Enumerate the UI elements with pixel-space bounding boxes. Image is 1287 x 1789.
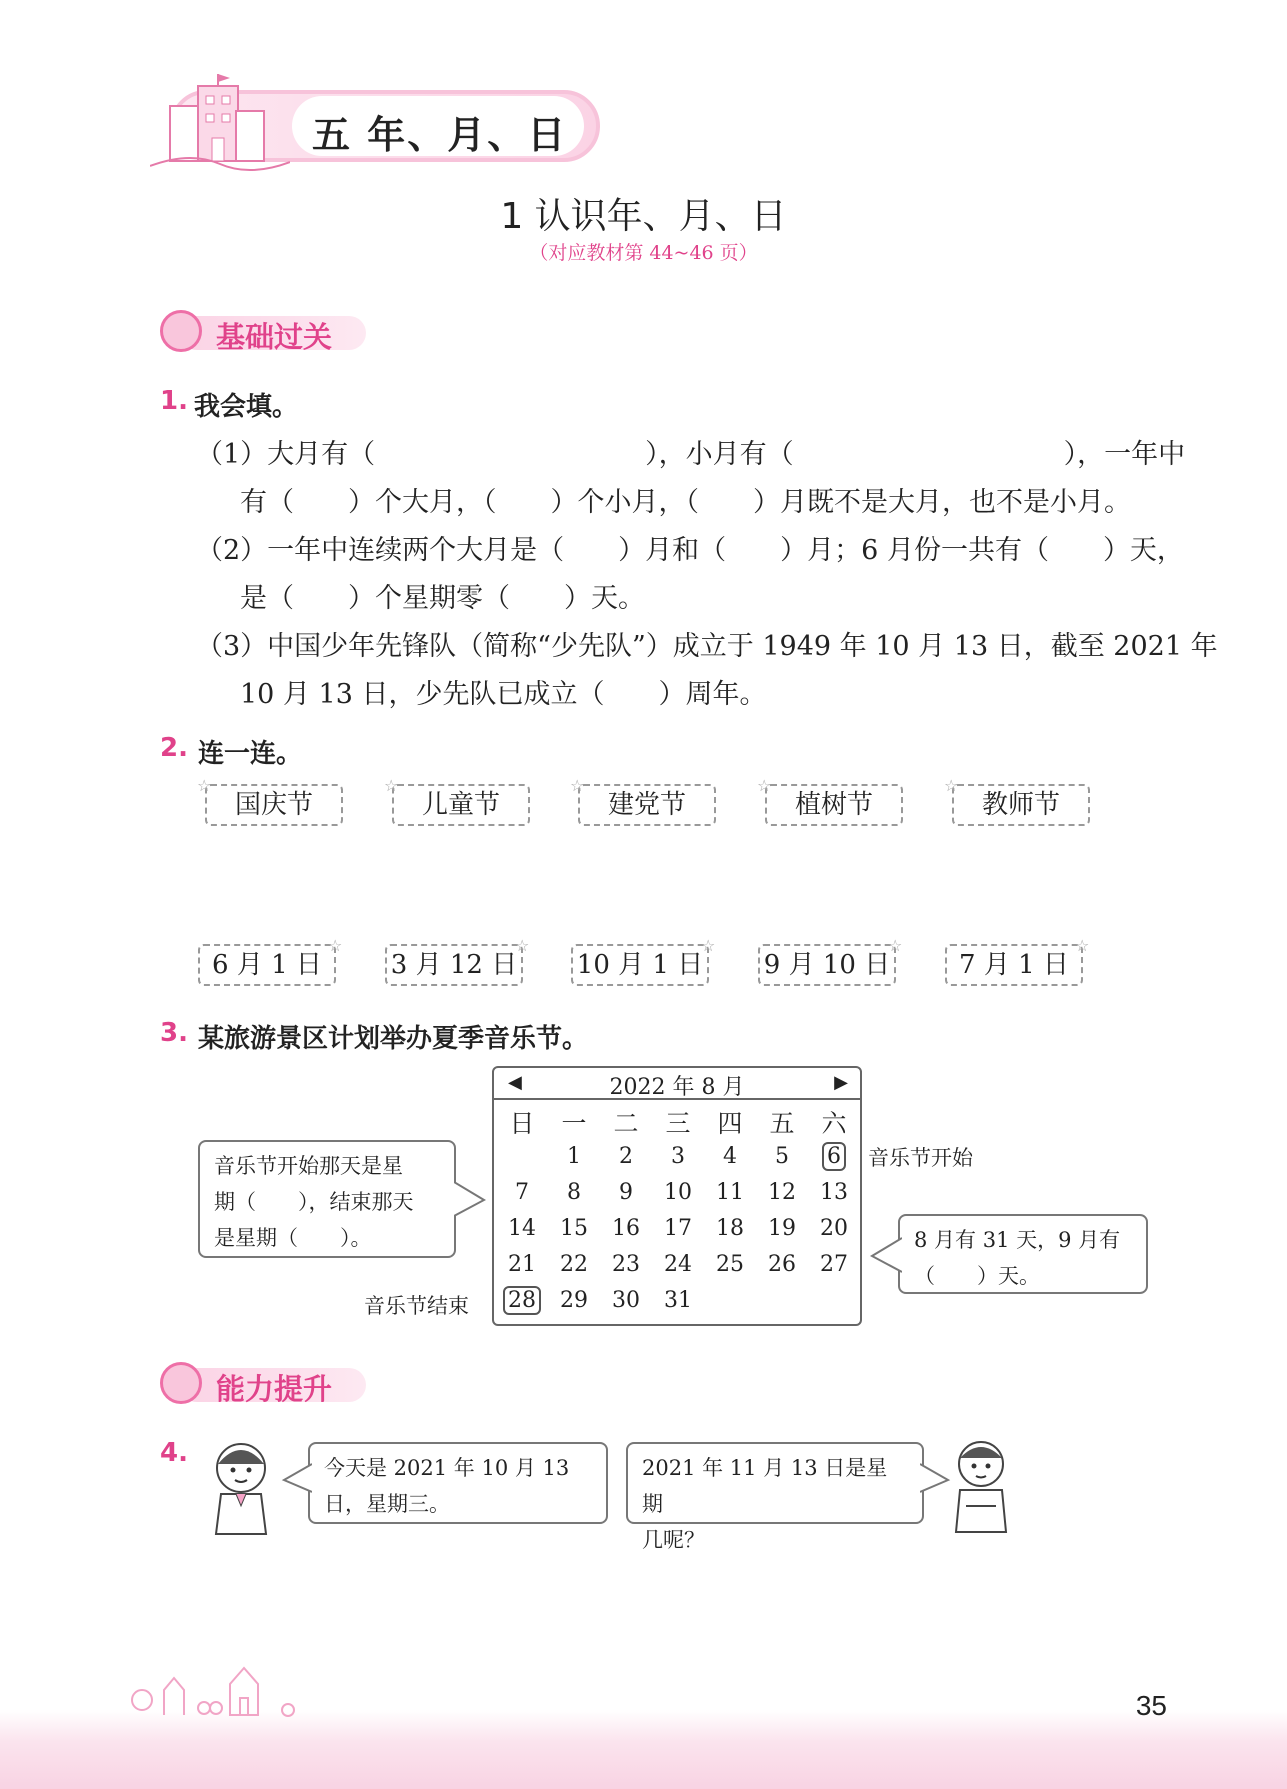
calendar-day-label: 1 xyxy=(567,1144,581,1169)
calendar-day[interactable] xyxy=(756,1216,808,1241)
calendar-day-label: 3 xyxy=(671,1144,685,1169)
town-icon xyxy=(120,1640,320,1720)
calendar-day[interactable] xyxy=(600,1216,652,1241)
calendar-day[interactable] xyxy=(496,1216,548,1241)
bubble-tail xyxy=(454,1180,490,1220)
calendar-day[interactable] xyxy=(652,1180,704,1205)
left-speech-bubble xyxy=(198,1140,456,1258)
boy-speech-bubble xyxy=(626,1442,924,1552)
calendar-day[interactable] xyxy=(756,1144,808,1169)
calendar-day-label: 19 xyxy=(768,1216,796,1241)
bubble-tail xyxy=(868,1236,902,1276)
calendar-header xyxy=(494,1068,860,1100)
calendar-weekday: 六 xyxy=(821,1109,847,1138)
calendar-day[interactable] xyxy=(756,1252,808,1277)
calendar-day-label: 5 xyxy=(775,1144,789,1169)
calendar-day[interactable] xyxy=(704,1144,756,1169)
start-label: 音乐节开始 xyxy=(868,1146,973,1170)
calendar-day[interactable] xyxy=(652,1216,704,1241)
date-box[interactable]: 10 月 1 日 xyxy=(571,944,709,986)
calendar-day-label: 8 xyxy=(567,1180,581,1205)
calendar-day[interactable] xyxy=(704,1216,756,1241)
q1-line: 是（ ）个星期零（ ）天。 xyxy=(240,583,645,614)
q1-prompt: 我会填。 xyxy=(194,392,299,422)
q1-number: 1. xyxy=(160,386,188,416)
festival-box[interactable]: 儿童节 xyxy=(392,784,530,826)
star-icon: ☆ xyxy=(944,776,959,795)
date-box[interactable]: 3 月 12 日 xyxy=(385,944,523,986)
girl-speech-bubble xyxy=(308,1442,608,1524)
calendar-day[interactable] xyxy=(496,1180,548,1205)
calendar-day[interactable] xyxy=(652,1252,704,1277)
calendar-day[interactable] xyxy=(808,1144,860,1169)
calendar-weekday: 一 xyxy=(561,1109,587,1138)
calendar-day-label: 15 xyxy=(560,1216,588,1241)
calendar-day-label: 31 xyxy=(664,1288,692,1313)
q3-number: 3. xyxy=(160,1018,188,1048)
calendar-day-label: 29 xyxy=(560,1288,588,1313)
girl-icon xyxy=(196,1436,286,1536)
calendar-day[interactable] xyxy=(548,1180,600,1205)
calendar-title: 2022 年 8 月 xyxy=(609,1075,745,1100)
star-icon: ☆ xyxy=(328,936,343,955)
bubble-line: 日，星期三。 xyxy=(324,1492,450,1516)
calendar-day-label: 22 xyxy=(560,1252,588,1277)
calendar-weekday: 三 xyxy=(665,1109,691,1138)
q1-line: （2）一年中连续两个大月是（ ）月和（ ）月；6 月份一共有（ ）天， xyxy=(196,535,1184,566)
bubble-line: 今天是 2021 年 10 月 13 xyxy=(324,1456,570,1480)
page-number: 35 xyxy=(1135,1690,1167,1721)
lesson-reference: （对应教材第 44~46 页） xyxy=(529,242,758,264)
calendar-day[interactable] xyxy=(808,1252,860,1277)
calendar-day[interactable] xyxy=(548,1216,600,1241)
calendar-day-label: 18 xyxy=(716,1216,744,1241)
footer-band xyxy=(0,1710,1287,1789)
next-month-icon[interactable]: ▶ xyxy=(834,1072,848,1093)
bubble-tail xyxy=(280,1462,312,1496)
q2-number: 2. xyxy=(160,733,188,763)
calendar-day[interactable] xyxy=(808,1216,860,1241)
calendar-day[interactable] xyxy=(548,1144,600,1169)
calendar-day-label: 30 xyxy=(612,1288,640,1313)
calendar-day[interactable] xyxy=(548,1288,600,1313)
calendar-day-label: 25 xyxy=(716,1252,744,1277)
bubble-line: 是星期（ ）。 xyxy=(214,1226,372,1250)
calendar-day-label: 4 xyxy=(723,1144,737,1169)
calendar-day-label: 17 xyxy=(664,1216,692,1241)
end-day-marker: 28 xyxy=(503,1286,541,1315)
bubble-line: （ ）天。 xyxy=(914,1264,1040,1288)
section-advanced xyxy=(160,1362,380,1404)
date-box[interactable]: 7 月 1 日 xyxy=(945,944,1083,986)
calendar xyxy=(492,1066,862,1326)
festival-box[interactable]: 植树节 xyxy=(765,784,903,826)
bubble-line: 音乐节开始那天是星 xyxy=(214,1154,403,1178)
calendar-weekday: 日 xyxy=(509,1109,535,1138)
date-box[interactable]: 9 月 10 日 xyxy=(758,944,896,986)
q1-line: 有（ ）个大月，（ ）个小月，（ ）月既不是大月，也不是小月。 xyxy=(240,487,1131,518)
star-icon: ☆ xyxy=(515,936,530,955)
star-icon: ☆ xyxy=(701,936,716,955)
calendar-day-label: 27 xyxy=(820,1252,848,1277)
star-icon: ☆ xyxy=(888,936,903,955)
calendar-day[interactable] xyxy=(704,1252,756,1277)
star-icon: ☆ xyxy=(197,776,212,795)
end-label: 音乐节结束 xyxy=(364,1294,469,1318)
calendar-day-label: 24 xyxy=(664,1252,692,1277)
calendar-day-label: 7 xyxy=(515,1180,529,1205)
calendar-day[interactable] xyxy=(704,1180,756,1205)
calendar-weekday: 四 xyxy=(717,1109,743,1138)
boy-icon xyxy=(946,1434,1016,1534)
bubble-line: 8 月有 31 天，9 月有 xyxy=(914,1228,1121,1252)
bubble-line: 期（ ），结束那天 xyxy=(214,1190,414,1214)
section-basic-label: 基础过关 xyxy=(216,320,333,354)
calendar-day[interactable] xyxy=(652,1144,704,1169)
q2-prompt: 连一连。 xyxy=(198,739,303,769)
building-icon xyxy=(150,66,290,176)
calendar-day[interactable] xyxy=(600,1288,652,1313)
calendar-day-label: 14 xyxy=(508,1216,536,1241)
calendar-day[interactable] xyxy=(756,1180,808,1205)
section-basic xyxy=(160,310,380,352)
calendar-day-label: 16 xyxy=(612,1216,640,1241)
date-box[interactable]: 6 月 1 日 xyxy=(198,944,336,986)
festival-box[interactable]: 建党节 xyxy=(578,784,716,826)
calendar-day[interactable] xyxy=(496,1288,548,1313)
q1-line: （1）大月有（ ），小月有（ ），一年中 xyxy=(196,439,1186,470)
calendar-day[interactable] xyxy=(496,1252,548,1277)
globe-icon xyxy=(160,310,202,352)
q4-number: 4. xyxy=(160,1438,188,1468)
section-advanced-label: 能力提升 xyxy=(216,1372,333,1406)
calendar-day-label: 23 xyxy=(612,1252,640,1277)
star-icon: ☆ xyxy=(757,776,772,795)
star-icon: ☆ xyxy=(570,776,585,795)
star-icon: ☆ xyxy=(384,776,399,795)
star-icon: ☆ xyxy=(1075,936,1090,955)
chapter-title: 五 年、月、日 xyxy=(312,113,568,157)
character-icon xyxy=(160,1362,202,1404)
bubble-line: 几呢？ xyxy=(642,1528,705,1552)
calendar-day-label: 10 xyxy=(664,1180,692,1205)
lesson-title: 1 认识年、月、日 xyxy=(500,196,787,237)
calendar-day[interactable] xyxy=(548,1252,600,1277)
right-speech-bubble xyxy=(898,1214,1148,1294)
calendar-day-label: 9 xyxy=(619,1180,633,1205)
calendar-day[interactable] xyxy=(808,1180,860,1205)
calendar-day-label: 20 xyxy=(820,1216,848,1241)
q1-line: 10 月 13 日，少先队已成立（ ）周年。 xyxy=(240,679,767,710)
calendar-day[interactable] xyxy=(600,1252,652,1277)
calendar-day-label: 13 xyxy=(820,1180,848,1205)
calendar-day-label: 12 xyxy=(768,1180,796,1205)
calendar-weekday: 二 xyxy=(613,1109,639,1138)
calendar-day[interactable] xyxy=(600,1144,652,1169)
calendar-day-label: 11 xyxy=(716,1180,744,1205)
festival-box[interactable]: 国庆节 xyxy=(205,784,343,826)
calendar-day[interactable] xyxy=(600,1180,652,1205)
calendar-weekday: 五 xyxy=(769,1109,795,1138)
start-day-marker: 6 xyxy=(822,1142,846,1171)
festival-box[interactable]: 教师节 xyxy=(952,784,1090,826)
prev-month-icon[interactable]: ◀ xyxy=(508,1072,522,1093)
calendar-day[interactable] xyxy=(652,1288,704,1313)
calendar-day-label: 2 xyxy=(619,1144,633,1169)
calendar-day-label: 26 xyxy=(768,1252,796,1277)
calendar-day-label: 21 xyxy=(508,1252,536,1277)
bubble-line: 2021 年 11 月 13 日是星期 xyxy=(642,1456,888,1516)
q3-prompt: 某旅游景区计划举办夏季音乐节。 xyxy=(198,1024,589,1054)
q1-line: （3）中国少年先锋队（简称“少先队”）成立于 1949 年 10 月 13 日，截至 2021 年 xyxy=(196,631,1218,662)
